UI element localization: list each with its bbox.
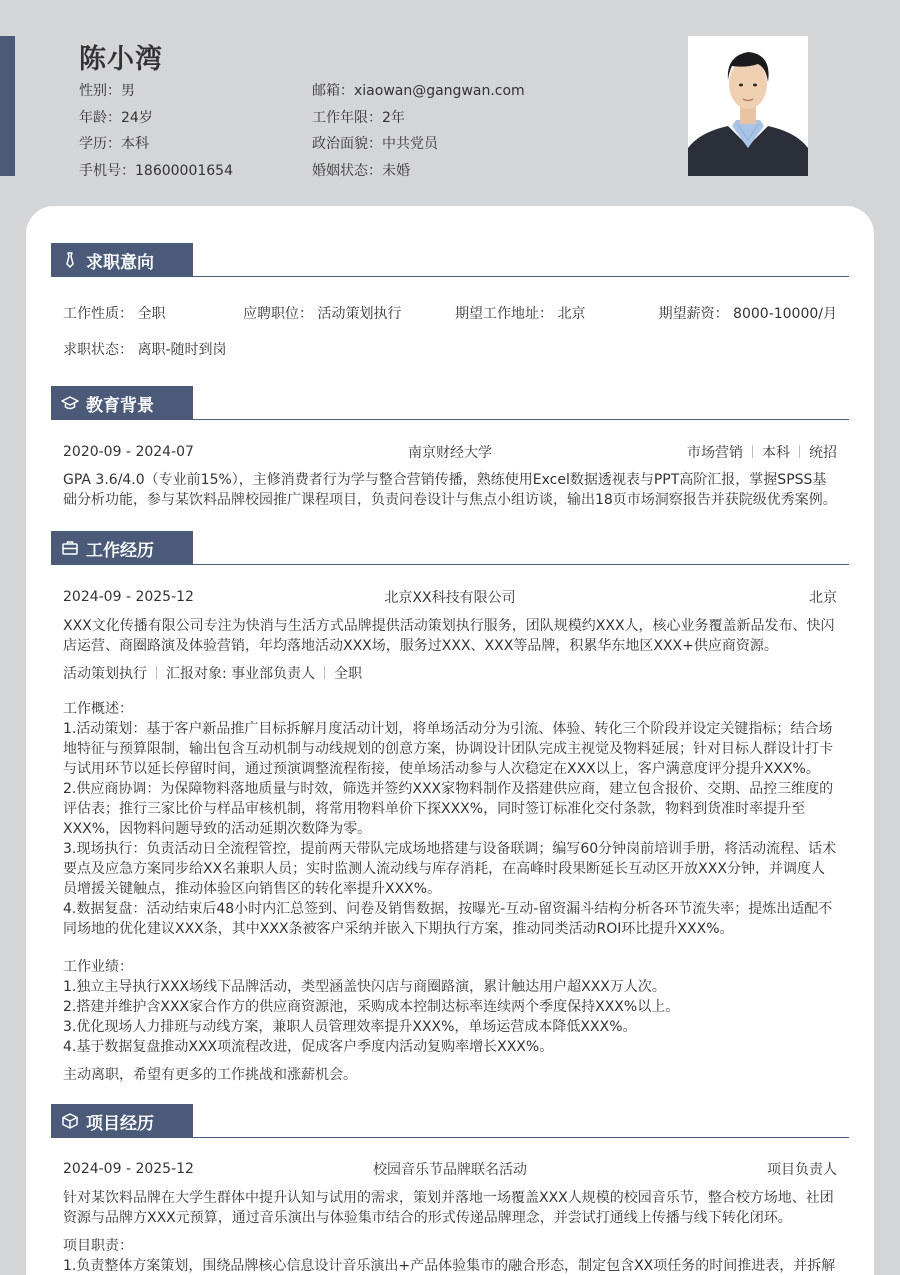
profile-photo bbox=[688, 36, 808, 176]
gender: 性别：男 bbox=[79, 83, 135, 99]
work-tags bbox=[63, 664, 837, 684]
cube-icon bbox=[61, 1112, 79, 1130]
education-level: 学历：本科 bbox=[79, 136, 149, 152]
school-name: 南京财经大学 bbox=[408, 445, 492, 461]
achievement-item: 4.基于数据复盘推动XXX项流程改进，促成客户季度内活动复购率增长XXX%。 bbox=[63, 1039, 554, 1055]
section-title: 项目经历 bbox=[86, 1113, 154, 1134]
work-period: 2024-09 - 2025-12 bbox=[63, 589, 194, 605]
section-tab bbox=[51, 1104, 193, 1138]
duty-item: 1.负责整体方案策划，围绕品牌核心信息设计音乐演出+产品体验集市的融合形态，制定包含XX项任务的时间推进表，并拆解 bbox=[63, 1258, 836, 1274]
divider bbox=[799, 445, 800, 458]
work-row bbox=[63, 587, 837, 607]
section-title: 教育背景 bbox=[86, 395, 154, 416]
project-role: 项目负责人 bbox=[767, 1162, 837, 1178]
header-accent-bar bbox=[0, 36, 15, 176]
job-location: 期望工作地址： 北京 bbox=[455, 306, 586, 322]
work-years: 工作年限：2年 bbox=[312, 109, 405, 126]
report-to: 汇报对象: 事业部负责人 bbox=[166, 666, 316, 682]
tie-icon bbox=[61, 251, 79, 269]
expected-salary: 期望薪资： 8000-10000/月 bbox=[658, 306, 837, 322]
section-header bbox=[51, 531, 849, 565]
education-detail bbox=[687, 442, 837, 462]
section-tab bbox=[51, 243, 193, 277]
education-period: 2020-09 - 2024-07 bbox=[63, 444, 194, 460]
achievement-item: 2.搭建并维护含XXX家合作方的供应商资源池，采购成本控制达标率连续两个季度保持XXX%以上。 bbox=[63, 999, 680, 1015]
section-header bbox=[51, 386, 849, 420]
project-duties bbox=[63, 1236, 837, 1275]
work-achievements bbox=[63, 957, 837, 1057]
section-tab bbox=[51, 531, 193, 565]
section-title: 求职意向 bbox=[86, 252, 154, 273]
work-overview bbox=[63, 699, 837, 939]
work-city: 北京 bbox=[809, 590, 837, 606]
marital-status: 婚姻状态：未婚 bbox=[312, 162, 410, 179]
company-name: 北京XX科技有限公司 bbox=[384, 590, 516, 606]
candidate-name: 陈小湾 bbox=[79, 44, 163, 75]
overview-label: 工作概述： bbox=[63, 701, 133, 717]
project-period: 2024-09 - 2025-12 bbox=[63, 1161, 194, 1177]
political-status: 政治面貌：中共党员 bbox=[312, 136, 438, 152]
job-type: 工作性质： 全职 bbox=[63, 306, 166, 322]
section-title: 工作经历 bbox=[86, 540, 154, 561]
major: 市场营销 bbox=[687, 445, 743, 461]
section-header bbox=[51, 1104, 849, 1138]
overview-item: 2.供应商协调：为保障物料落地质量与时效，筛选并签约XXX家物料制作及搭建供应商，建立包含报价、交期、品控三维度的评估表；推行三家比价与样品审核机制，将常用物料单价下探XXX%，同时签订标准化交付条款，物料到货准时率提升至XXX%，因物料问题导致的活动延期次数降为零。 bbox=[63, 781, 834, 837]
overview-item: 1.活动策划：基于客户新品推广目标拆解月度活动计划，将单场活动分为引流、体验、转化三个阶段并设定关键指标；结合场地特征与预算限制，输出包含互动机制与动线规划的创意方案，协调设计团队完成主视觉及物料延展；针对目标人群设计打卡与试用环节以延长停留时间，通过预演调整流程衔接，使单场活动参与人次稳定在XXX以上，客户满意度评分提升XXX%。 bbox=[63, 721, 833, 777]
project-description: 针对某饮料品牌在大学生群体中提升认知与试用的需求，策划并落地一场覆盖XXX人规模的校园音乐节，整合校方场地、社团资源与品牌方XXX元预算，通过音乐演出与体验集市结合的形式传递品牌理念，并尝试打通线上传播与线下转化闭环。 bbox=[63, 1190, 834, 1226]
project-section bbox=[51, 1104, 849, 1275]
work-section bbox=[51, 531, 849, 1091]
duties-label: 项目职责： bbox=[63, 1238, 133, 1254]
project-row bbox=[63, 1159, 837, 1179]
email: 邮箱：xiaowan@gangwan.com bbox=[312, 83, 525, 99]
divider bbox=[752, 445, 753, 458]
phone: 手机号：18600001654 bbox=[79, 162, 233, 179]
divider bbox=[156, 666, 157, 679]
basic-info-left bbox=[79, 78, 233, 184]
degree: 本科 bbox=[762, 445, 790, 461]
overview-item: 3.现场执行：负责活动日全流程管控，提前两天带队完成场地搭建与设备联调；编写60分钟岗前培训手册，将活动流程、话术要点及应急方案同步给XX名兼职人员；实时监测人流动线与库存消耗，在高峰时段果断延长互动区开放XXX分钟，并调度人员增援关键触点，推动体验区向销售区的转化率提升XXX%。 bbox=[63, 841, 837, 897]
company-description: XXX文化传播有限公司专注为快消与生活方式品牌提供活动策划执行服务，团队规模约XXX人，核心业务覆盖新品发布、快闪店运营、商圈路演及体验营销，年均落地活动XXX场，服务过XXX、XXX等品牌，积累华东地区XXX+供应商资源。 bbox=[63, 618, 835, 654]
achievements-label: 工作业绩： bbox=[63, 959, 133, 975]
achievement-item: 1.独立主导执行XXX场线下品牌活动，类型涵盖快闪店与商圈路演，累计触达用户超XXX万人次。 bbox=[63, 979, 666, 995]
job-type: 全职 bbox=[334, 666, 363, 682]
job-intent-section bbox=[51, 243, 849, 373]
education-section bbox=[51, 386, 849, 526]
overview-item: 4.数据复盘：活动结束后48小时内汇总签到、问卷及销售数据，按曝光-互动-留资漏斗结构分析各环节流失率；提炼出适配不同场地的优化建议XXX条，其中XXX条被客户采纳并嵌入下期执行方案，推动同类活动ROI环比提升XXX%。 bbox=[63, 901, 833, 937]
intent-status-row bbox=[63, 339, 837, 359]
section-header bbox=[51, 243, 849, 277]
job-role: 活动策划执行 bbox=[63, 666, 147, 682]
age: 年龄：24岁 bbox=[79, 109, 153, 126]
briefcase-icon bbox=[61, 539, 79, 557]
basic-info-right bbox=[312, 78, 525, 184]
section-tab bbox=[51, 386, 193, 420]
intent-row bbox=[63, 303, 837, 323]
achievement-item: 3.优化现场人力排班与动线方案，兼职人员管理效率提升XXX%，单场运营成本降低XXX%。 bbox=[63, 1019, 637, 1035]
project-name: 校园音乐节品牌联名活动 bbox=[373, 1162, 527, 1178]
enroll-mode: 统招 bbox=[809, 445, 837, 461]
job-position: 应聘职位： 活动策划执行 bbox=[243, 306, 402, 322]
education-description: GPA 3.6/4.0（专业前15%），主修消费者行为学与整合营销传播，熟练使用Excel数据透视表与PPT高阶汇报，掌握SPSS基础分析功能，参与某饮料品牌校园推广课程项目，负责问卷设计与焦点小组访谈，输出18页市场洞察报告并获院级优秀案例。 bbox=[63, 472, 837, 508]
divider bbox=[324, 666, 325, 679]
job-status: 求职状态： 离职-随时到岗 bbox=[63, 342, 227, 358]
education-row bbox=[63, 442, 837, 462]
graduation-cap-icon bbox=[61, 394, 79, 412]
leave-reason: 主动离职，希望有更多的工作挑战和涨薪机会。 bbox=[63, 1067, 357, 1083]
